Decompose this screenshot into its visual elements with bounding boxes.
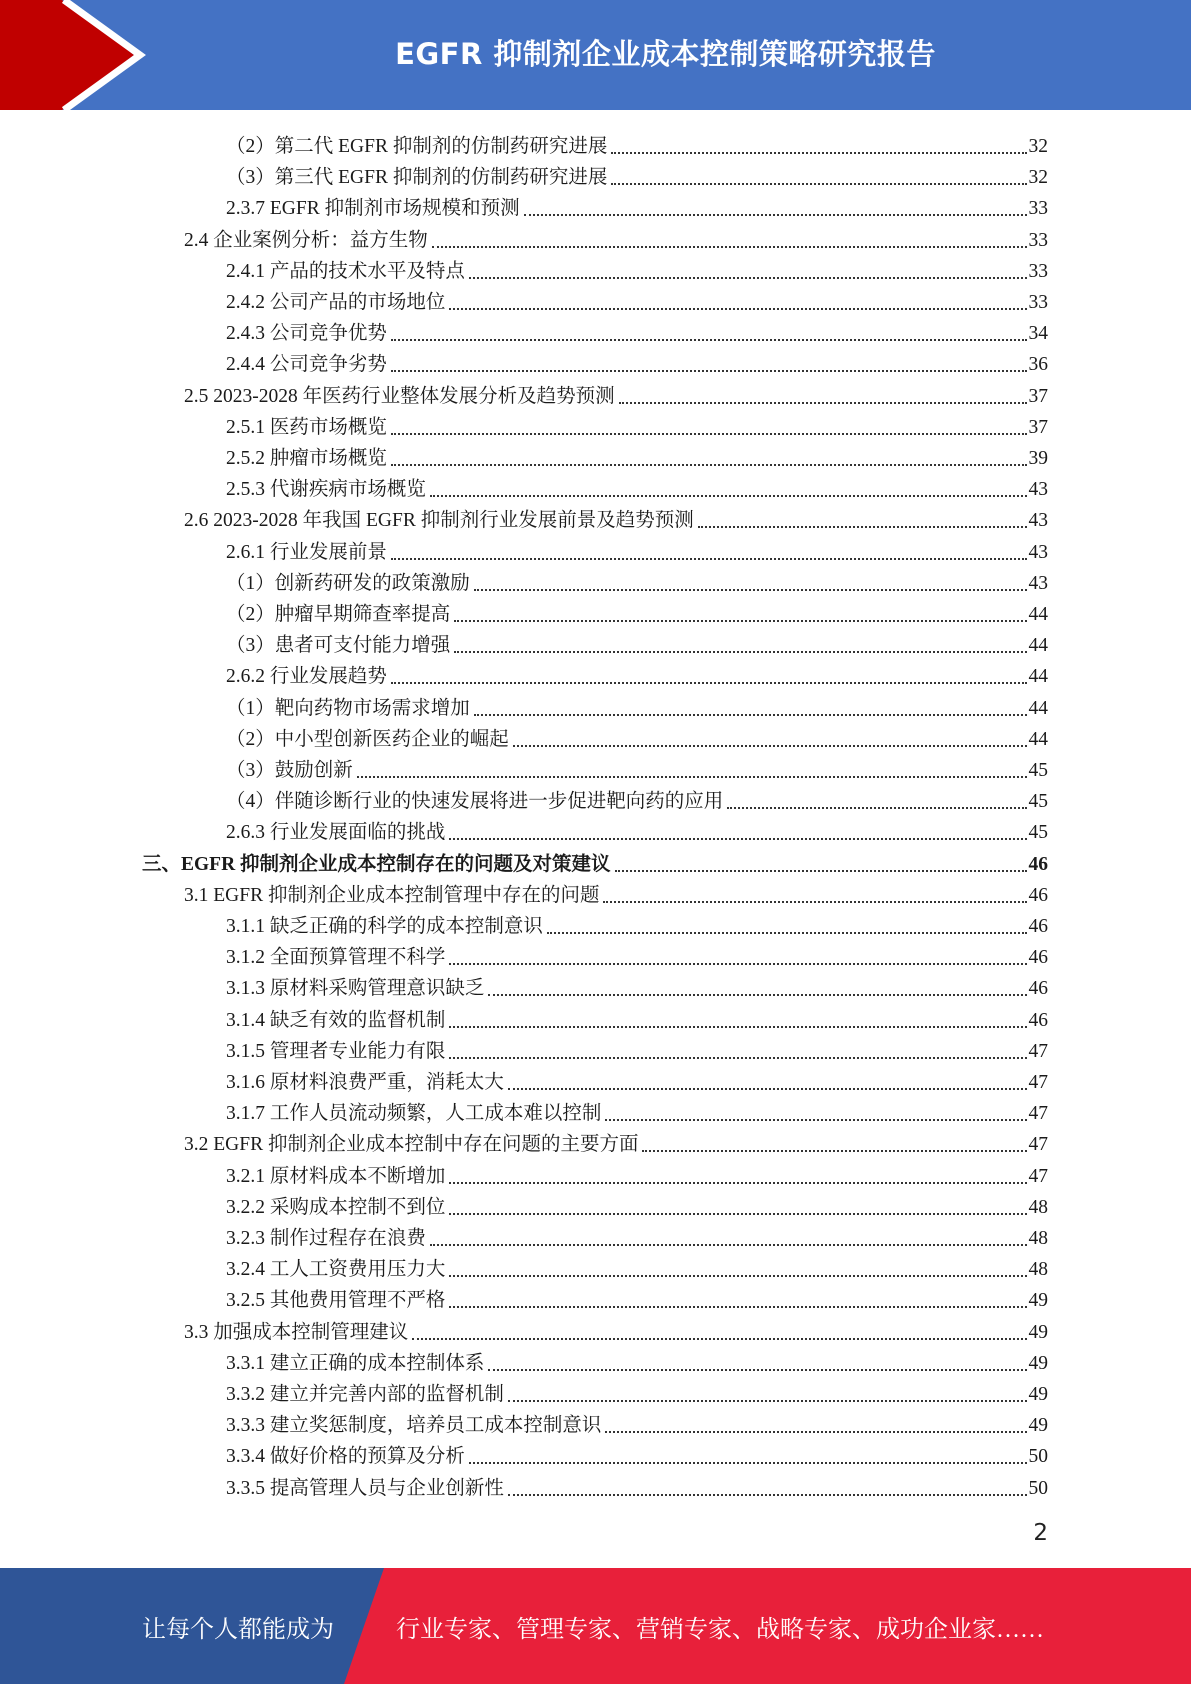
toc-entry-label: 三、EGFR 抑制剂企业成本控制存在的问题及对策建议	[142, 853, 611, 875]
toc-entry-page: 46	[1028, 884, 1048, 906]
toc-entry-label: 2.6.3 行业发展面临的挑战	[226, 822, 446, 844]
toc-entry-page: 37	[1028, 416, 1048, 438]
toc-entry-label: 2.4.4 公司竞争劣势	[226, 354, 387, 376]
toc-dot-leader	[642, 1149, 1026, 1152]
toc-dot-leader	[615, 869, 1027, 872]
toc-entry[interactable]	[226, 627, 1048, 658]
toc-entry-page: 46	[1028, 916, 1048, 937]
toc-entry-label: 3.1.1 缺乏正确的科学的成本控制意识	[226, 916, 543, 937]
toc-dot-leader	[391, 557, 1027, 560]
toc-entry[interactable]	[226, 565, 1048, 596]
toc-entry-label: （3）第三代 EGFR 抑制剂的仿制药研究进展	[226, 167, 608, 189]
toc-entry-page: 33	[1028, 292, 1048, 313]
toc-entry[interactable]	[226, 1189, 1048, 1220]
toc-entry-label: （1）创新药研发的政策激励	[226, 572, 470, 594]
toc-entry-label: 3.1.2 全面预算管理不科学	[226, 947, 446, 969]
toc-entry-page: 36	[1028, 354, 1048, 376]
toc-dot-leader	[430, 1243, 1027, 1246]
toc-entry[interactable]	[184, 1314, 1048, 1345]
toc-dot-leader	[391, 432, 1027, 435]
toc-entry-label: 2.5.2 肿瘤市场概览	[226, 448, 387, 469]
toc-entry-page: 48	[1028, 1196, 1048, 1218]
toc-entry-page: 48	[1028, 1228, 1048, 1249]
toc-dot-leader	[449, 307, 1026, 310]
toc-entry[interactable]	[184, 222, 1048, 253]
toc-entry-label: 2.6.2 行业发展趋势	[226, 666, 387, 688]
toc-entry-page: 46	[1028, 978, 1048, 1000]
toc-entry-page: 49	[1028, 1321, 1048, 1343]
toc-entry-label: 3.3.3 建立奖惩制度，培养员工成本控制意识	[226, 1415, 602, 1437]
toc-entry[interactable]	[226, 1438, 1048, 1469]
toc-dot-leader	[611, 151, 1026, 154]
toc-entry[interactable]	[226, 1158, 1048, 1189]
toc-entry[interactable]	[142, 846, 1048, 877]
toc-entry[interactable]	[226, 1095, 1048, 1126]
toc-entry-label: 2.4.2 公司产品的市场地位	[226, 292, 446, 313]
toc-dot-leader	[488, 993, 1026, 996]
toc-entry-page: 49	[1028, 1415, 1048, 1437]
toc-entry-page: 47	[1028, 1040, 1048, 1062]
toc-entry-label: 3.1.4 缺乏有效的监督机制	[226, 1009, 446, 1031]
toc-entry-label: 3.2.4 工人工资费用压力大	[226, 1259, 446, 1281]
toc-entry-page: 44	[1028, 604, 1048, 625]
toc-dot-leader	[449, 837, 1026, 840]
toc-dot-leader	[454, 650, 1026, 653]
toc-dot-leader	[357, 775, 1027, 778]
toc-entry[interactable]	[226, 783, 1048, 814]
toc-dot-leader	[391, 681, 1027, 684]
toc-dot-leader	[449, 1181, 1026, 1184]
toc-entry[interactable]	[226, 1033, 1048, 1064]
toc-entry-page: 44	[1028, 666, 1048, 688]
toc-entry-label: 2.4.3 公司竞争优势	[226, 323, 387, 345]
toc-entry[interactable]	[226, 690, 1048, 721]
toc-entry[interactable]	[226, 440, 1048, 471]
toc-entry[interactable]	[226, 752, 1048, 783]
toc-entry[interactable]	[226, 721, 1048, 752]
toc-entry-page: 34	[1028, 323, 1048, 345]
toc-dot-leader	[469, 1461, 1027, 1464]
toc-entry-label: 2.3.7 EGFR 抑制剂市场规模和预测	[226, 198, 520, 220]
toc-entry-page: 43	[1028, 510, 1048, 532]
toc-entry[interactable]	[226, 190, 1048, 221]
toc-entry-label: 3.3.1 建立正确的成本控制体系	[226, 1352, 485, 1374]
toc-dot-leader	[488, 1368, 1026, 1371]
toc-entry[interactable]	[226, 1345, 1048, 1376]
header-chevron-icon	[0, 0, 160, 110]
toc-entry-label: 2.4 企业案例分析：益方生物	[184, 229, 428, 251]
page-footer	[0, 1568, 1191, 1684]
toc-entry[interactable]	[226, 1002, 1048, 1033]
toc-entry-label: 3.2.2 采购成本控制不到位	[226, 1196, 446, 1218]
toc-entry-page: 50	[1028, 1446, 1048, 1468]
toc-entry-label: 2.6.1 行业发展前景	[226, 541, 387, 563]
toc-entry[interactable]	[226, 159, 1048, 190]
toc-entry-label: 3.1 EGFR 抑制剂企业成本控制管理中存在的问题	[184, 884, 600, 906]
toc-entry[interactable]	[226, 814, 1048, 845]
toc-dot-leader	[449, 1025, 1026, 1028]
toc-entry[interactable]	[226, 1251, 1048, 1282]
toc-entry-page: 50	[1028, 1477, 1048, 1499]
toc-entry-page: 49	[1028, 1290, 1048, 1312]
toc-entry[interactable]	[226, 346, 1048, 377]
toc-entry[interactable]	[226, 1407, 1048, 1438]
toc-entry-page: 49	[1028, 1352, 1048, 1374]
toc-entry-page: 45	[1028, 822, 1048, 844]
toc-entry-label: 3.1.3 原材料采购管理意识缺乏	[226, 978, 485, 1000]
toc-dot-leader	[513, 744, 1027, 747]
toc-entry-label: （4）伴随诊断行业的快速发展将进一步促进靶向药的应用	[226, 791, 724, 813]
toc-entry-label: 2.4.1 产品的技术水平及特点	[226, 260, 465, 282]
toc-entry-label: （3）患者可支付能力增强	[226, 635, 451, 657]
toc-entry-label: 3.3.5 提高管理人员与企业创新性	[226, 1477, 504, 1499]
toc-dot-leader	[611, 182, 1026, 185]
toc-entry[interactable]	[226, 1220, 1048, 1251]
toc-dot-leader	[432, 245, 1027, 248]
toc-entry-label: （3）鼓励创新	[226, 760, 353, 781]
toc-dot-leader	[449, 1274, 1026, 1277]
toc-dot-leader	[391, 463, 1027, 466]
toc-entry-page: 47	[1028, 1103, 1048, 1125]
toc-entry-label: 2.5.3 代谢疾病市场概览	[226, 479, 426, 501]
toc-dot-leader	[454, 619, 1026, 622]
toc-entry-page: 33	[1028, 260, 1048, 282]
toc-dot-leader	[605, 1430, 1026, 1433]
toc-dot-leader	[469, 276, 1027, 279]
toc-entry-page: 48	[1028, 1259, 1048, 1281]
toc-entry-label: 3.1.7 工作人员流动频繁，人工成本难以控制	[226, 1103, 602, 1125]
toc-entry[interactable]	[226, 658, 1048, 689]
toc-entry-page: 37	[1028, 385, 1048, 407]
toc-dot-leader	[508, 1493, 1027, 1496]
toc-dot-leader	[508, 1399, 1027, 1402]
toc-dot-leader	[619, 401, 1027, 404]
footer-slogan-left: 让每个人都能成为	[142, 1616, 334, 1643]
toc-dot-leader	[524, 213, 1027, 216]
toc-entry[interactable]	[226, 409, 1048, 440]
toc-entry-page: 33	[1028, 198, 1048, 220]
toc-entry-page: 43	[1028, 479, 1048, 501]
toc-dot-leader	[474, 588, 1027, 591]
toc-dot-leader	[449, 1212, 1026, 1215]
toc-dot-leader	[698, 525, 1027, 528]
toc-entry[interactable]	[226, 253, 1048, 284]
toc-dot-leader	[474, 713, 1027, 716]
toc-entry-page: 43	[1028, 572, 1048, 594]
report-title: EGFR 抑制剂企业成本控制策略研究报告	[395, 36, 936, 71]
toc-entry[interactable]	[226, 908, 1048, 939]
toc-entry-label: （2）肿瘤早期筛查率提高	[226, 604, 451, 625]
toc-dot-leader	[412, 1337, 1026, 1340]
toc-entry-page: 46	[1028, 853, 1048, 875]
toc-entry-label: 3.2.5 其他费用管理不严格	[226, 1290, 446, 1312]
toc-dot-leader	[605, 1118, 1026, 1121]
toc-dot-leader	[449, 1056, 1026, 1059]
toc-entry-page: 46	[1028, 947, 1048, 969]
toc-entry[interactable]	[226, 315, 1048, 346]
toc-dot-leader	[391, 338, 1027, 341]
toc-entry-page: 43	[1028, 541, 1048, 563]
toc-entry-page: 47	[1028, 1165, 1048, 1187]
toc-entry-label: 3.3.2 建立并完善内部的监督机制	[226, 1384, 504, 1405]
toc-dot-leader	[430, 494, 1027, 497]
toc-entry[interactable]	[226, 939, 1048, 970]
toc-entry-page: 47	[1028, 1072, 1048, 1093]
toc-entry-page: 44	[1028, 728, 1048, 750]
toc-entry[interactable]	[226, 534, 1048, 565]
toc-entry[interactable]	[226, 1470, 1048, 1501]
toc-entry-label: 3.3 加强成本控制管理建议	[184, 1321, 409, 1343]
toc-dot-leader	[603, 900, 1026, 903]
toc-entry-page: 44	[1028, 697, 1048, 719]
toc-dot-leader	[508, 1087, 1027, 1090]
toc-entry-page: 47	[1028, 1134, 1048, 1156]
toc-entry-page: 46	[1028, 1009, 1048, 1031]
toc-entry[interactable]	[226, 1064, 1048, 1095]
toc-entry-label: 2.5.1 医药市场概览	[226, 416, 387, 438]
toc-entry-label: 3.2.1 原材料成本不断增加	[226, 1165, 446, 1187]
toc-dot-leader	[547, 931, 1027, 934]
toc-entry-page: 32	[1028, 167, 1048, 189]
toc-entry[interactable]	[226, 970, 1048, 1001]
toc-entry-label: （2）第二代 EGFR 抑制剂的仿制药研究进展	[226, 136, 608, 157]
toc-entry[interactable]	[226, 596, 1048, 627]
toc-entry[interactable]	[184, 1126, 1048, 1157]
toc-entry[interactable]	[226, 1376, 1048, 1407]
toc-entry[interactable]	[184, 378, 1048, 409]
toc-entry-label: 3.2.3 制作过程存在浪费	[226, 1228, 426, 1249]
toc-dot-leader	[449, 962, 1026, 965]
page-number: 2	[1033, 1520, 1048, 1546]
toc-entry-page: 39	[1028, 448, 1048, 469]
toc-entry-page: 45	[1028, 791, 1048, 813]
toc-dot-leader	[449, 1305, 1026, 1308]
toc-entry[interactable]	[226, 471, 1048, 502]
toc-entry-page: 45	[1028, 760, 1048, 781]
toc-entry-label: 2.5 2023-2028 年医药行业整体发展分析及趋势预测	[184, 385, 615, 407]
toc-dot-leader	[727, 806, 1026, 809]
toc-entry[interactable]	[226, 1282, 1048, 1313]
toc-entry[interactable]	[184, 502, 1048, 533]
toc-entry[interactable]	[184, 877, 1048, 908]
toc-entry-label: （2）中小型创新医药企业的崛起	[226, 728, 509, 750]
toc-entry-label: 2.6 2023-2028 年我国 EGFR 抑制剂行业发展前景及趋势预测	[184, 510, 694, 532]
toc-entry-label: 3.2 EGFR 抑制剂企业成本控制中存在问题的主要方面	[184, 1134, 639, 1156]
toc-entry-label: 3.1.6 原材料浪费严重，消耗太大	[226, 1072, 504, 1093]
toc-entry-label: 3.3.4 做好价格的预算及分析	[226, 1446, 465, 1468]
toc-dot-leader	[391, 369, 1027, 372]
toc-entry-page: 32	[1028, 136, 1048, 157]
toc-entry-label: 3.1.5 管理者专业能力有限	[226, 1040, 446, 1062]
footer-slogan-right: 行业专家、管理专家、营销专家、战略专家、成功企业家……	[396, 1616, 1044, 1643]
toc-entry-page: 44	[1028, 635, 1048, 657]
toc-entry-page: 33	[1028, 229, 1048, 251]
toc-entry[interactable]	[226, 284, 1048, 315]
toc-entry[interactable]	[226, 128, 1048, 159]
toc-entry-page: 49	[1028, 1384, 1048, 1405]
page-header	[0, 0, 1191, 110]
toc-entry-label: （1）靶向药物市场需求增加	[226, 697, 470, 719]
